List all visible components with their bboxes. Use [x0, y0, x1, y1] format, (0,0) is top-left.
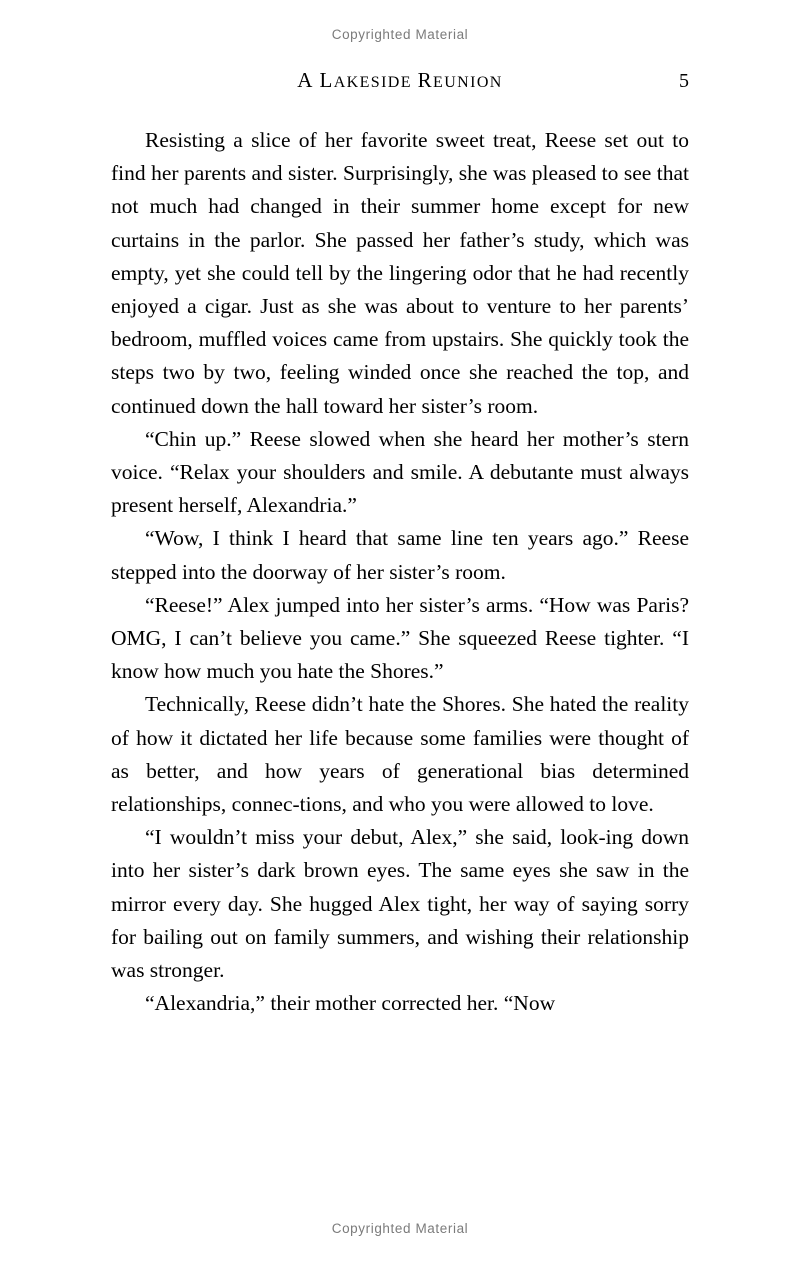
paragraph: Technically, Reese didn’t hate the Shores. She hated the reality of how it dictated her life because some families were thought of as better, and how years of generational bias determined relationships, connec-tions, and who you were allowed to love. [111, 692, 689, 817]
copyright-watermark-top: Copyrighted Material [331, 27, 469, 42]
paragraph: “Alexandria,” their mother corrected her. “Now [145, 991, 556, 1016]
page-number: 5 [679, 70, 689, 92]
paragraph: “Wow, I think I heard that same line ten years ago.” Reese stepped into the doorway of her sister’s room. [111, 526, 689, 584]
page-body [111, 124, 689, 1020]
paragraph: “Reese!” Alex jumped into her sister’s arms. “How was Paris? OMG, I can’t believe you came.” She squeezed Reese tighter. “I know how much you hate the Shores.” [111, 592, 689, 684]
paragraph: “I wouldn’t miss your debut, Alex,” she said, look-ing down into her sister’s dark brown eyes. The same eyes she saw in the mirror every day. She hugged Alex tight, her way of saying sorry for bailing out on family summers, and wishing their relationship was stronger. [111, 825, 689, 983]
running-head [111, 68, 689, 96]
book-title-text: A LAKESIDE REUNION [297, 68, 503, 92]
paragraph: Resisting a slice of her favorite sweet treat, Reese set out to find her parents and sister. Surprisingly, she was pleased to see that not much had changed in their summer home except for new curtains in the parlor. She passed her father’s study, which was empty, yet she could tell by the lingering odor that he had recently enjoyed a cigar. Just as she was about to venture to her parents’ bedroom, muffled voices came from upstairs. She quickly took the steps two by two, feeling winded once she reached the top, and continued down the hall toward her sister’s room. [111, 128, 689, 418]
page-title [111, 68, 689, 93]
copyright-watermark-bottom: Copyrighted Material [331, 1221, 469, 1236]
paragraph: “Chin up.” Reese slowed when she heard her mother’s stern voice. “Relax your shoulders and smile. A debutante must always present herself, Alexandria.” [111, 426, 689, 518]
